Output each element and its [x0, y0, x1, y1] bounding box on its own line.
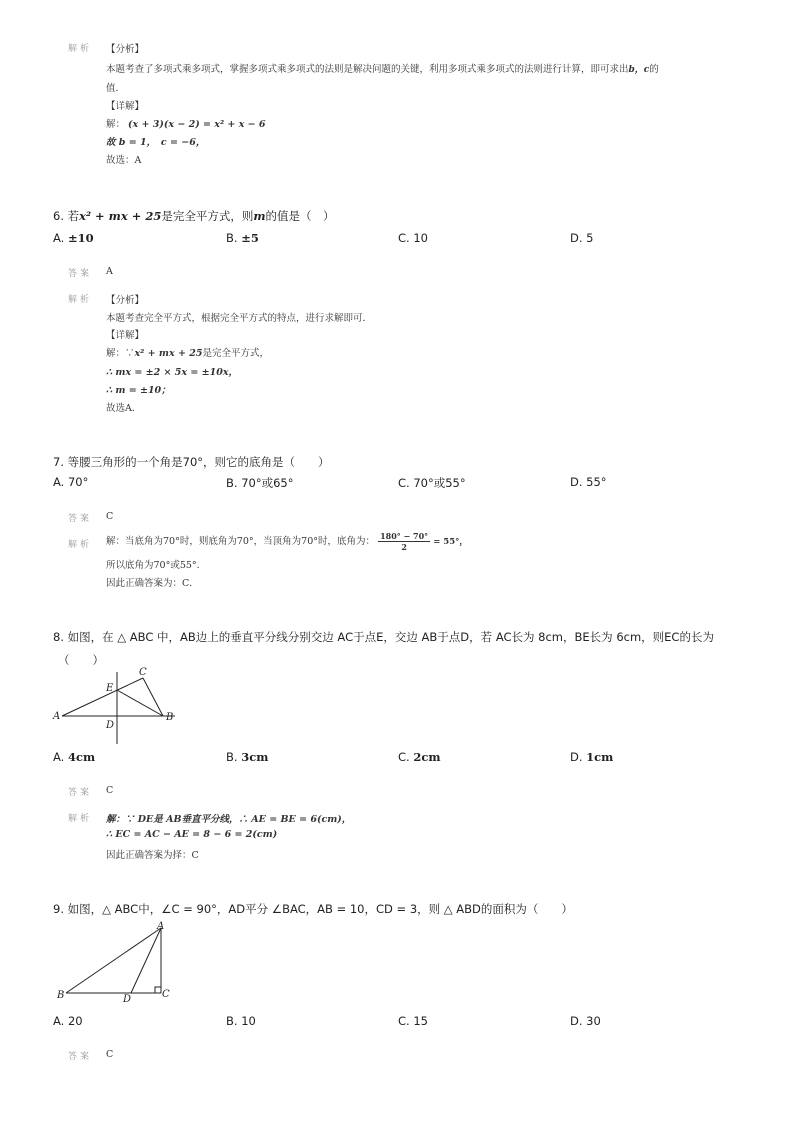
- q6-answer: A: [106, 266, 113, 277]
- option-letter: A.: [53, 231, 65, 245]
- q8-answer-tag: 答案: [68, 788, 93, 798]
- option-letter: B.: [226, 750, 238, 764]
- option-value: 3cm: [241, 750, 269, 764]
- q8-triangle-figure: [50, 664, 180, 748]
- q9-right-triangle-figure: [50, 920, 180, 1005]
- q6-stem-mid: 是完全平方式，则: [161, 209, 254, 223]
- q5-analysis-text: 本题考查了多项式乘多项式，掌握多项式乘多项式的法则是解决问题的关键，利用多项式乘多项式的法则进行计算，即可求出: [106, 64, 629, 75]
- option-value: 2cm: [413, 750, 441, 764]
- q9-answer: C: [106, 1049, 114, 1060]
- q9-option-a[interactable]: A. 20: [53, 1014, 83, 1028]
- q9-stem: 9. 如图，△ ABC中，∠C = 90°，AD平分 ∠BAC，AB = 10，CD = 3，则 △ ABD的面积为（ ）: [53, 902, 573, 916]
- q9-option-c[interactable]: C. 15: [398, 1014, 428, 1028]
- q6-option-a[interactable]: [53, 231, 94, 245]
- option-letter: C.: [398, 750, 410, 764]
- q6-l1-math: x² + mx + 25: [134, 348, 203, 359]
- q5-so-line: 故 b = 1， c = −6，: [106, 137, 206, 148]
- label-e: E: [106, 683, 114, 694]
- q7-line1: [106, 531, 468, 552]
- q7-frac-end: = 55°，: [433, 537, 468, 547]
- label-d: D: [123, 994, 132, 1005]
- label-c: C: [162, 989, 170, 1000]
- q8-stem-line1: 8. 如图，在 △ ABC 中，AB边上的垂直平分线分别交边 AC于点E，交边 AB于点D，若 AC长为 8cm，BE长为 6cm，则EC的长为: [53, 630, 714, 644]
- q5-detail-head: 【详解】: [106, 101, 145, 112]
- q9-answer-tag: 答案: [68, 1052, 93, 1062]
- q6-stem-math: x² + mx + 25: [79, 209, 162, 223]
- q6-line1: [106, 345, 269, 359]
- option-value: 1cm: [586, 750, 614, 764]
- q6-stem: [53, 208, 335, 224]
- q6-l1-end: 是完全平方式，: [202, 348, 269, 359]
- option-value: 4cm: [67, 750, 96, 764]
- q5-solve-prefix: 解：: [106, 119, 126, 130]
- q7-stem: 7. 等腰三角形的一个角是70°，则它的底角是（ ）: [53, 455, 330, 469]
- q6-option-c[interactable]: C. 10: [398, 231, 428, 245]
- option-letter: A.: [53, 750, 65, 764]
- q5-analysis-end: 的: [649, 64, 659, 75]
- q7-answer-tag: 答案: [68, 514, 93, 524]
- q9-option-b[interactable]: B. 10: [226, 1014, 256, 1028]
- q8-option-c[interactable]: [398, 750, 441, 764]
- q6-analysis-head: 【分析】: [106, 295, 145, 306]
- label-b: B: [57, 990, 65, 1001]
- q8-line1: 解：∵ DE是 AB垂直平分线，∴ AE = BE = 6(cm)，: [106, 814, 352, 825]
- segment-ac: [62, 678, 143, 716]
- q7-answer: C: [106, 511, 114, 522]
- q8-option-d[interactable]: [570, 750, 613, 764]
- q8-option-b[interactable]: [226, 750, 268, 764]
- q6-line2: ∴ mx = ±2 × 5x = ±10x，: [106, 367, 238, 378]
- option-letter: B.: [226, 231, 238, 245]
- q6-line3: ∴ m = ±10；: [106, 385, 171, 396]
- q8-answer: C: [106, 785, 114, 796]
- label-a: A: [53, 711, 61, 722]
- q6-explain-tag: 解析: [68, 295, 93, 305]
- q7-fraction: [378, 531, 430, 552]
- option-letter: D.: [570, 750, 583, 764]
- option-value: ±10: [67, 231, 94, 245]
- q5-analysis-head: 【分析】: [106, 44, 145, 55]
- q8-option-a[interactable]: [53, 750, 95, 764]
- q6-detail-head: 【详解】: [106, 330, 145, 341]
- q8-stem-line2: （ ）: [58, 653, 104, 667]
- q6-stem-end: 的值是（ ）: [265, 209, 335, 223]
- q6-l1-prefix: 解：∵: [106, 348, 135, 359]
- q5-analysis-line2: 值．: [106, 83, 126, 94]
- q7-line2: 所以底角为70°或55°．: [106, 560, 207, 571]
- option-value: ±5: [241, 231, 259, 245]
- q6-analysis-line: 本题考查完全平方式，根据完全平方式的特点，进行求解即可．: [106, 313, 373, 324]
- q5-analysis-vars: b，c: [628, 65, 650, 75]
- label-a: A: [157, 921, 165, 932]
- q8-line2: ∴ EC = AC − AE = 8 − 6 = 2(cm): [106, 829, 278, 840]
- label-c: C: [139, 667, 147, 678]
- q6-answer-tag: 答案: [68, 269, 93, 279]
- q5-choose: 故选：A: [106, 155, 142, 166]
- right-angle-mark: [155, 987, 161, 993]
- q6-choose: 故选A．: [106, 403, 142, 414]
- q5-solve-line: [106, 116, 266, 130]
- q7-frac-num: 180° − 70°: [380, 531, 429, 541]
- q7-l1-text: 解：当底角为70°时，则底角为70°，当顶角为70°时，底角为：: [106, 536, 376, 547]
- q8-explain-tag: 解析: [68, 814, 93, 824]
- q9-option-d[interactable]: D. 30: [570, 1014, 601, 1028]
- q5-explain-tag: 解析: [68, 44, 93, 54]
- q7-explain-tag: 解析: [68, 540, 93, 550]
- q5-analysis-line1: [106, 61, 659, 75]
- q7-line3: 因此正确答案为：C．: [106, 578, 199, 589]
- label-b: B: [166, 712, 174, 723]
- q7-option-d[interactable]: D. 55°: [570, 475, 607, 489]
- label-d: D: [106, 720, 115, 731]
- q7-frac-den: 2: [401, 542, 407, 552]
- q6-option-d[interactable]: D. 5: [570, 231, 594, 245]
- q6-stem-var: m: [253, 209, 266, 223]
- q8-line3: 因此正确答案为择：C: [106, 850, 199, 861]
- q5-solve-eq: (x + 3)(x − 2) = x² + x − 6: [128, 119, 266, 130]
- q7-option-b[interactable]: B. 70°或65°: [226, 476, 294, 490]
- q6-option-b[interactable]: [226, 231, 259, 245]
- segment-ba: [66, 928, 161, 993]
- q7-option-a[interactable]: A. 70°: [53, 475, 89, 489]
- q6-stem-prefix: 6. 若: [53, 209, 80, 223]
- q7-option-c[interactable]: C. 70°或55°: [398, 476, 466, 490]
